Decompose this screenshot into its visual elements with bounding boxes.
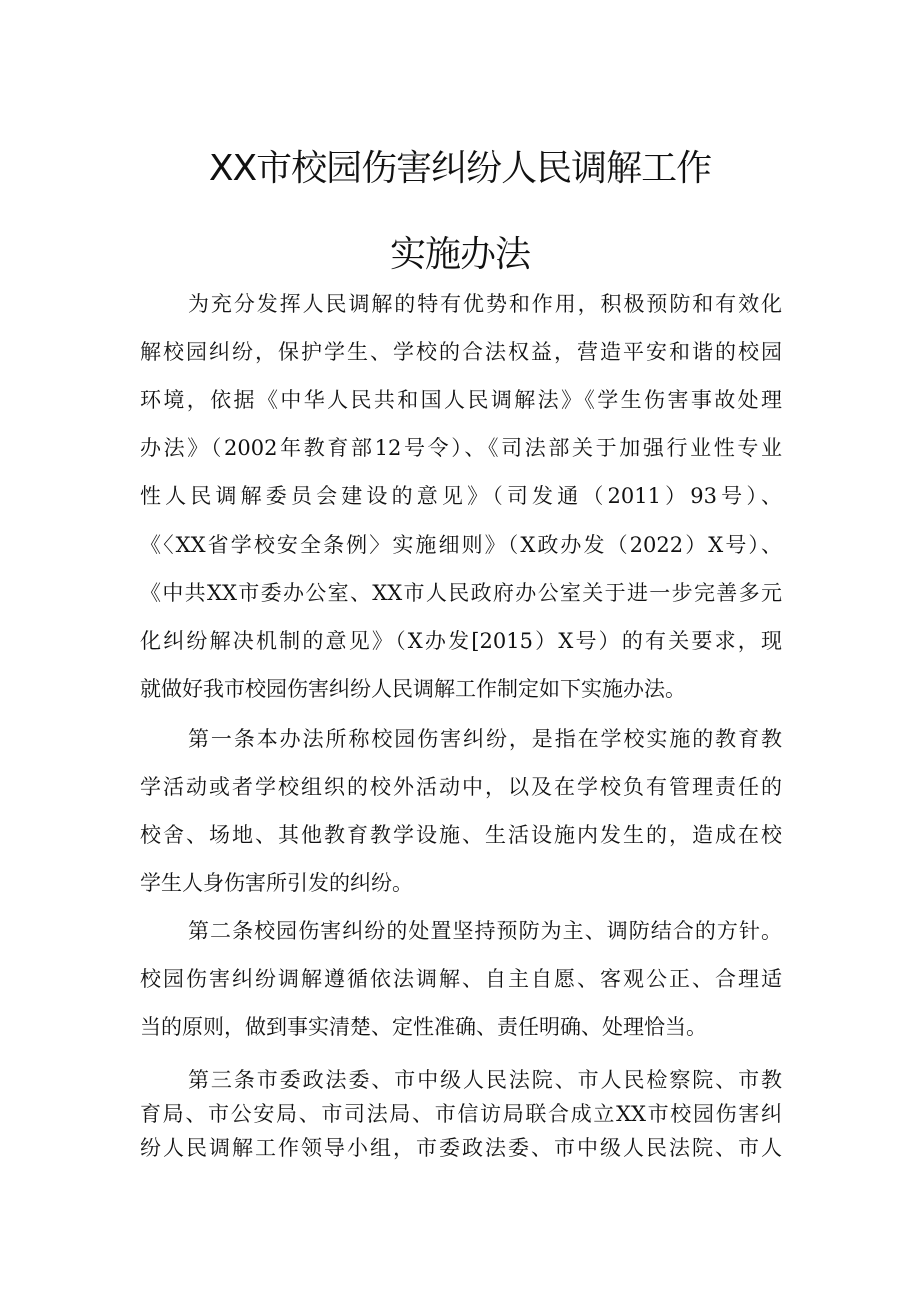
paragraph-line: 当的原则，做到事实清楚、定性准确、责任明确、处理恰当。: [140, 1015, 707, 1039]
paragraph-line: 校园伤害纠纷调解遵循依法调解、自主自愿、客观公正、合理适: [140, 967, 782, 991]
paragraph-line: 第一条本办法所称校园伤害纠纷，是指在学校实施的教育教: [188, 727, 782, 751]
paragraph-line: 纷人民调解工作领导小组，市委政法委、市中级人民法院、市人: [140, 1136, 782, 1160]
document-title-line-2: 实施办法: [389, 234, 530, 275]
paragraph-line: 学生人身伤害所引发的纠纷。: [140, 871, 413, 895]
paragraph-line: 《中共XX市委办公室、XX市人民政府办公室关于进一步完善多元: [140, 581, 782, 605]
paragraph-line: 办法》（2002年教育部12号令）、《司法部关于加强行业性专业: [140, 436, 782, 460]
document-title-line-1: XX市校园伤害纠纷人民调解工作: [208, 148, 712, 189]
paragraph-line: 学活动或者学校组织的校外活动中，以及在学校负有管理责任的: [140, 775, 782, 799]
paragraph-line: 环境，依据《中华人民共和国人民调解法》《学生伤害事故处理: [140, 388, 782, 412]
paragraph-line: 化纠纷解决机制的意见》（X办发[2015）X号）的有关要求，现: [140, 629, 782, 653]
paragraph-line: 性人民调解委员会建设的意见》（司发通（2011）93号）、: [140, 484, 782, 508]
paragraph-line: 为充分发挥人民调解的特有优势和作用，积极预防和有效化: [188, 292, 782, 316]
paragraph-line: 校舍、场地、其他教育教学设施、生活设施内发生的，造成在校: [140, 823, 782, 847]
paragraph-line: 第二条校园伤害纠纷的处置坚持预防为主、调防结合的方针。: [188, 919, 782, 943]
paragraph-line: 就做好我市校园伤害纠纷人民调解工作制定如下实施办法。: [140, 677, 686, 701]
paragraph-line: 第三条市委政法委、市中级人民法院、市人民检察院、市教: [188, 1068, 782, 1092]
paragraph-line: 《〈XX省学校安全条例〉实施细则》（X政办发（2022）X号）、: [140, 533, 782, 557]
paragraph-line: 育局、市公安局、市司法局、市信访局联合成立XX市校园伤害纠: [140, 1102, 782, 1126]
paragraph-line: 解校园纠纷，保护学生、学校的合法权益，营造平安和谐的校园: [140, 340, 782, 364]
